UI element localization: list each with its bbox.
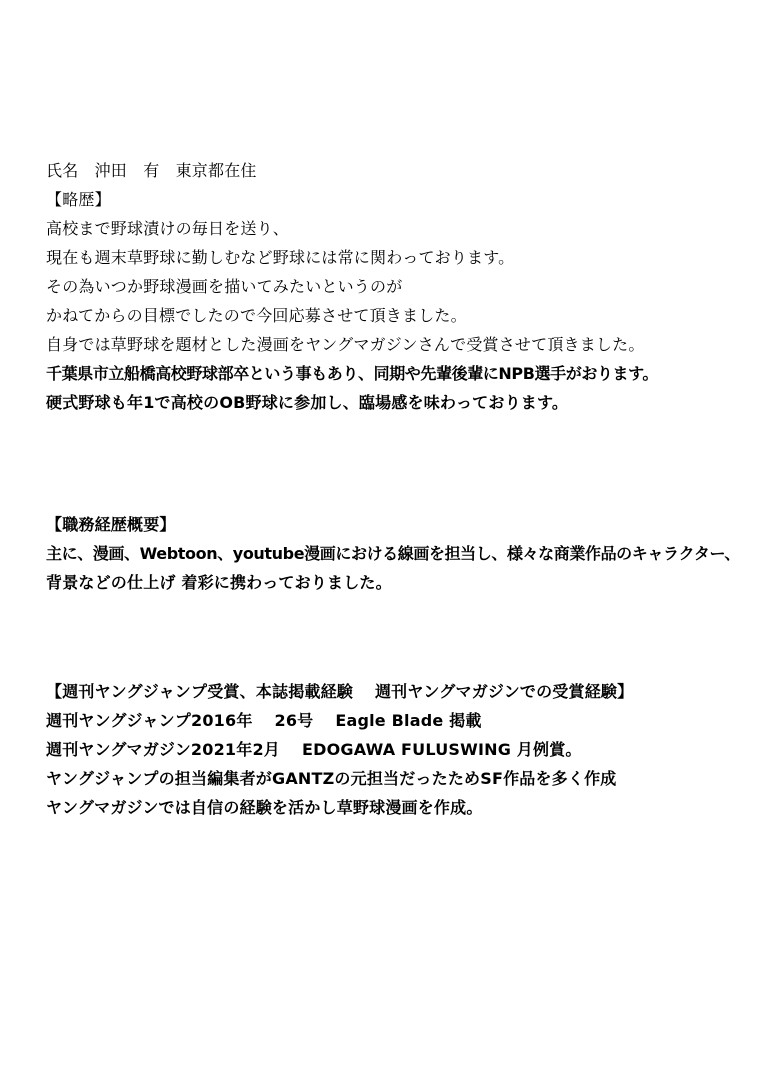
awards-line-3: ヤングジャンプの担当編集者がGANTZの元担当だったためSF作品を多く作成	[46, 769, 617, 788]
bio-line-7: 硬式野球も年1で高校のOB野球に参加し、臨場感を味わっております。	[46, 393, 569, 412]
bio-line-6: 千葉県市立船橋高校野球部卒という事もあり、同期や先輩後輩にNPB選手がおります。	[46, 364, 659, 383]
career-line-1: 主に、漫画、Webtoon、youtube漫画における線画を担当し、様々な商業作品のキャラクター、	[46, 544, 741, 563]
bio-line-4: かねてからの目標でしたので今回応募させて頂きました。	[46, 306, 467, 325]
awards-line-1: 週刊ヤングジャンプ2016年 26号 Eagle Blade 掲載	[46, 711, 482, 730]
bio-line-1: 高校まで野球漬けの毎日を送り、	[46, 219, 290, 238]
awards-line-4: ヤングマガジンでは自信の経験を活かし草野球漫画を作成。	[46, 798, 483, 817]
bio-line-3: その為いつか野球漫画を描いてみたいというのが	[46, 277, 403, 296]
bio-line-5: 自身では草野球を題材とした漫画をヤングマガジンさんで受賞させて頂きました。	[46, 335, 645, 354]
awards-line-2: 週刊ヤングマガジン2021年2月 EDOGAWA FULUSWING 月例賞。	[46, 740, 582, 759]
name-line: 氏名 沖田 有 東京都在住	[46, 161, 257, 180]
awards-heading: 【週刊ヤングジャンプ受賞、本誌掲載経験 週刊ヤングマガジンでの受賞経験】	[46, 682, 634, 701]
career-line-2: 背景などの仕上げ 着彩に携わっておりました。	[46, 573, 392, 592]
bio-heading: 【略歴】	[46, 190, 111, 209]
career-heading: 【職務経歴概要】	[46, 515, 176, 534]
bio-line-2: 現在も週末草野球に勤しむなど野球には常に関わっております。	[46, 248, 515, 267]
